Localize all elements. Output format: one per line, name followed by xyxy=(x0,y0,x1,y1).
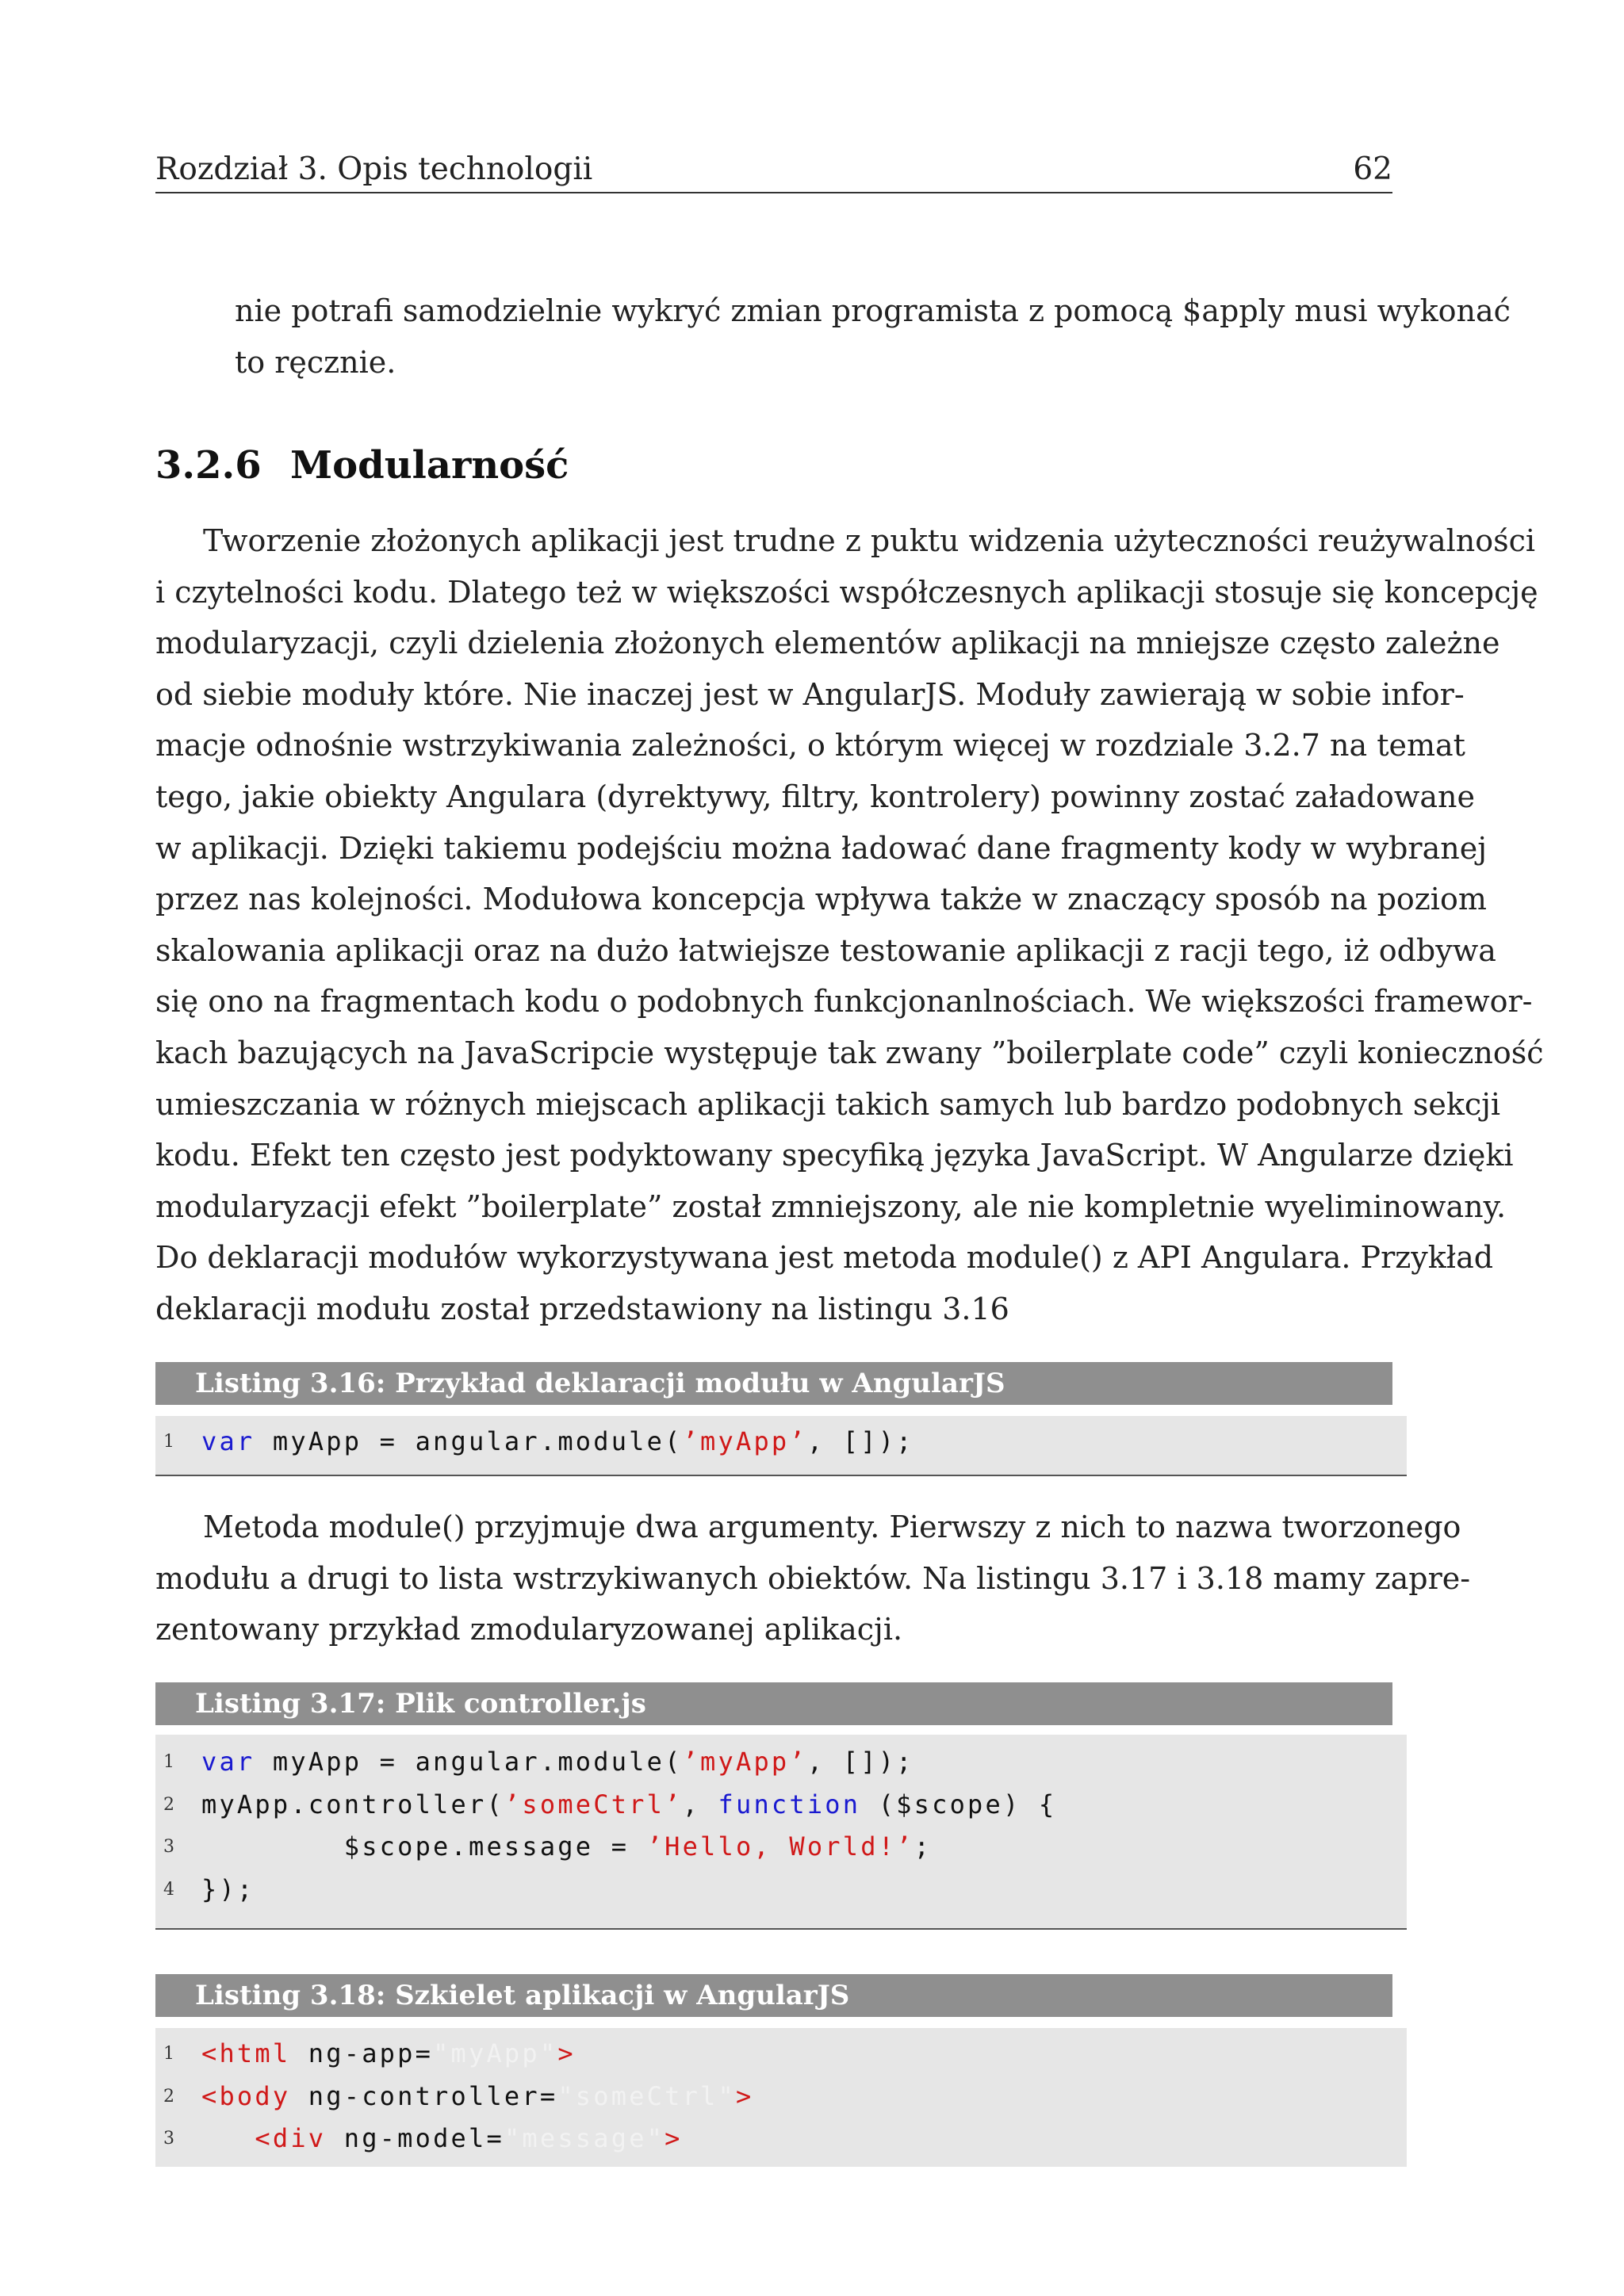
code-text xyxy=(201,2076,753,2118)
page-number: 62 xyxy=(1353,151,1392,187)
text-line: od siebie moduły które. Nie inaczej jest w AngularJS. Moduły zawierają w sobie infor- xyxy=(155,676,1465,712)
code-token: "someCtrl" xyxy=(557,2080,736,2111)
code-token: ng-app= xyxy=(290,2038,434,2068)
code-line xyxy=(155,2076,1407,2118)
code-token: <div xyxy=(255,2123,327,2153)
listing-caption: Listing 3.18: Szkielet aplikacji w AngularJS xyxy=(155,1974,1392,2017)
line-number: 1 xyxy=(163,1432,174,1452)
text-line: modularyzacji, czyli dzielenia złożonych elementów aplikacji na mniejsze często zależne xyxy=(155,626,1500,661)
code-text xyxy=(201,1826,932,1869)
code-token: ’myApp’ xyxy=(682,1747,807,1777)
code-listing xyxy=(155,2028,1407,2167)
text-line: i czytelności kodu. Dlatego też w większości współczesnych aplikacji stosuje się koncepcję xyxy=(155,574,1538,610)
code-line xyxy=(155,2033,1407,2076)
line-number: 2 xyxy=(163,2086,174,2107)
text-line: macje odnośnie wstrzykiwania zależności, o którym więcej w rozdziale 3.2.7 na temat xyxy=(155,728,1465,763)
text-line: to ręcznie. xyxy=(235,344,396,380)
line-number: 1 xyxy=(163,1752,174,1772)
body-paragraph xyxy=(155,515,1544,1335)
code-token: ’someCtrl’ xyxy=(504,1789,683,1820)
code-line xyxy=(155,2118,1407,2160)
text-line: modułu a drugi to lista wstrzykiwanych obiektów. Na listingu 3.17 i 3.18 mamy zapre- xyxy=(155,1560,1471,1596)
code-token: "message" xyxy=(504,2123,665,2153)
section-title-text: Modularność xyxy=(290,443,569,488)
running-header xyxy=(155,147,1392,193)
code-token: var xyxy=(201,1747,255,1777)
text-line: zentowany przykład zmodularyzowanej aplikacji. xyxy=(155,1612,903,1647)
code-token: myApp = angular.module( xyxy=(255,1426,683,1456)
chapter-title: Rozdział 3. Opis technologii xyxy=(155,151,593,187)
code-token: > xyxy=(557,2038,576,2068)
code-token: , []); xyxy=(806,1747,914,1777)
intro-paragraph xyxy=(235,285,1511,388)
listing-caption: Listing 3.17: Plik controller.js xyxy=(155,1682,1392,1725)
code-line xyxy=(155,1784,1407,1827)
code-token: myApp.controller( xyxy=(201,1789,504,1820)
text-line: w aplikacji. Dzięki takiemu podejściu można ładować dane fragmenty kody w wybranej xyxy=(155,830,1487,866)
code-token: ng-model= xyxy=(326,2123,504,2153)
line-number: 3 xyxy=(163,2129,174,2149)
text-line: się ono na fragmentach kodu o podobnych funkcjonanlnościach. We większości framewor- xyxy=(155,984,1533,1020)
code-token: , xyxy=(682,1789,718,1820)
code-token: ($scope) { xyxy=(860,1789,1057,1820)
text-line: nie potrafi samodzielnie wykryć zmian programista z pomocą $apply musi wykonać xyxy=(235,293,1511,328)
code-token: }); xyxy=(201,1873,255,1904)
code-token: <body xyxy=(201,2080,291,2111)
text-line: przez nas kolejności. Modułowa koncepcja wpływa także w znaczący sposób na poziom xyxy=(155,882,1487,917)
code-token: "myApp" xyxy=(433,2038,558,2068)
code-token: ’Hello, World!’ xyxy=(646,1831,914,1862)
text-line: deklaracji modułu został przedstawiony na listingu 3.16 xyxy=(155,1291,1009,1326)
text-line: Metoda module() przyjmuje dwa argumenty. Pierwszy z nich to nazwa tworzonego xyxy=(203,1510,1461,1544)
code-token: var xyxy=(201,1426,255,1456)
code-text xyxy=(201,2118,683,2160)
code-line xyxy=(155,1826,1407,1869)
code-text xyxy=(201,1784,1056,1827)
text-line: modularyzacji efekt ”boilerplate” został zmniejszony, ale nie kompletnie wyeliminowany. xyxy=(155,1188,1507,1224)
line-number: 2 xyxy=(163,1794,174,1815)
code-token: > xyxy=(735,2080,754,2111)
text-line: Do deklaracji modułów wykorzystywana jest metoda module() z API Angulara. Przykład xyxy=(155,1240,1494,1276)
line-number: 3 xyxy=(163,1837,174,1857)
code-token: <html xyxy=(201,2038,291,2068)
code-token: ’myApp’ xyxy=(682,1426,807,1456)
code-token: , []); xyxy=(806,1426,914,1456)
code-text xyxy=(201,1421,914,1464)
body-paragraph xyxy=(155,1502,1471,1655)
code-text xyxy=(201,2033,576,2076)
section-heading xyxy=(155,440,569,491)
code-token: myApp = angular.module( xyxy=(255,1747,683,1777)
code-token: $scope.message = xyxy=(201,1831,647,1862)
text-line: Tworzenie złożonych aplikacji jest trudne z puktu widzenia użyteczności reużywalności xyxy=(203,523,1536,558)
code-token: ng-controller= xyxy=(290,2080,558,2111)
listing-caption: Listing 3.16: Przykład deklaracji modułu w AngularJS xyxy=(155,1362,1392,1405)
text-line: tego, jakie obiekty Angulara (dyrektywy, filtry, kontrolery) powinny zostać załadowane xyxy=(155,779,1476,814)
code-listing xyxy=(155,1416,1407,1476)
section-number: 3.2.6 xyxy=(155,443,262,488)
code-token: ; xyxy=(914,1831,933,1862)
line-number: 4 xyxy=(163,1879,174,1900)
line-number: 1 xyxy=(163,2044,174,2064)
text-line: umieszczania w różnych miejscach aplikacji takich samych lub bardzo podobnych sekcji xyxy=(155,1086,1501,1122)
code-token: function xyxy=(718,1789,861,1820)
text-line: kach bazujących na JavaScripcie występuje tak zwany ”boilerplate code” czyli konieczność xyxy=(155,1035,1544,1070)
code-token xyxy=(201,2123,255,2153)
code-listing xyxy=(155,1735,1407,1930)
code-text xyxy=(201,1869,255,1911)
code-text xyxy=(201,1741,914,1784)
text-line: kodu. Efekt ten często jest podyktowany specyfiką języka JavaScript. W Angularze dzięki xyxy=(155,1138,1514,1173)
code-line xyxy=(155,1741,1407,1784)
code-line xyxy=(155,1421,1407,1464)
code-token: > xyxy=(665,2123,683,2153)
code-line xyxy=(155,1869,1407,1911)
text-line: skalowania aplikacji oraz na dużo łatwiejsze testowanie aplikacji z racji tego, iż odbywa xyxy=(155,932,1496,968)
